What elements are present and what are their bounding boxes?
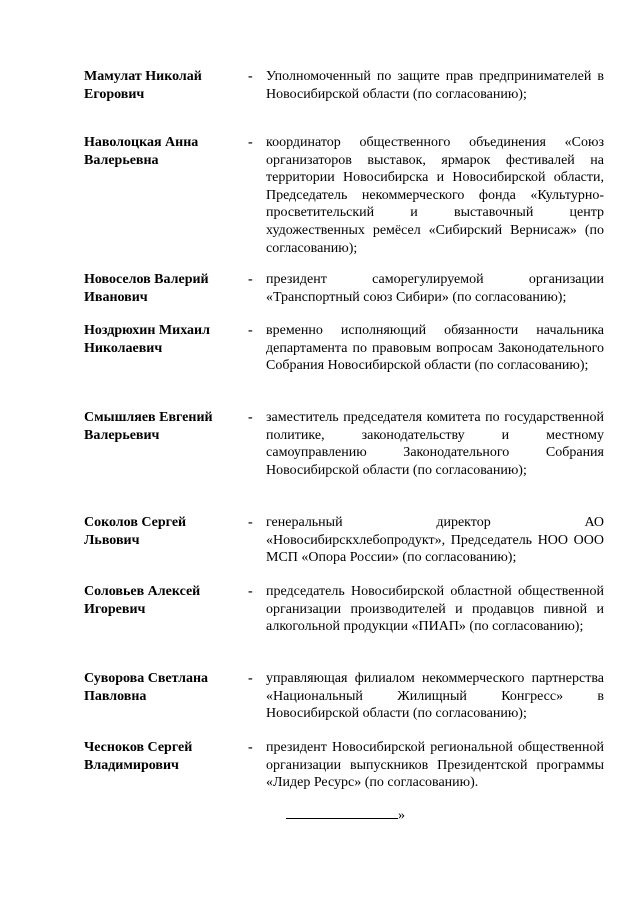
closing-line <box>286 806 405 825</box>
member-name: Соловьев Алексей Игоревич <box>84 584 201 617</box>
member-name: Наволоцкая Анна Валерьевна <box>84 135 199 168</box>
member-name: Смышляев Евгений Валерьевич <box>84 410 213 443</box>
underline-rule <box>286 806 398 819</box>
member-role: президент саморегулируемой организации «Транспортный союз Сибири» (по согласованию); <box>266 272 604 305</box>
separator-dash: - <box>248 671 253 686</box>
member-role: координатор общественного объединения «Союз организаторов выставок, ярмарок фестивалей на территории Новосибирска и Новосибирской области, Председатель некоммерческого фонда «Культурно-просветительский и выставочный центр художественных ремёсел «Сибирский Вернисаж» (по согласованию); <box>266 135 604 256</box>
separator-dash: - <box>248 410 253 425</box>
member-name: Соколов Сергей Львович <box>84 515 187 548</box>
member-name: Суворова Светлана Павловна <box>84 671 209 704</box>
separator-dash: - <box>248 69 253 84</box>
member-name: Новоселов Валерий Иванович <box>84 272 209 305</box>
member-role: генеральный директор АО «Новосибирскхлебопродукт», Председатель НОО ООО МСП «Опора России» (по согласованию); <box>266 515 604 566</box>
separator-dash: - <box>248 515 253 530</box>
member-role: временно исполняющий обязанности начальника департамента по правовым вопросам Законодательного Собрания Новосибирской области (по согласованию); <box>266 323 604 374</box>
separator-dash: - <box>248 323 253 338</box>
separator-dash: - <box>248 584 253 599</box>
separator-dash: - <box>248 135 253 150</box>
separator-dash: - <box>248 272 253 287</box>
closing-quote-mark: » <box>398 808 405 823</box>
member-role: управляющая филиалом некоммерческого партнерства «Национальный Жилищный Конгресс» в Новосибирской области (по согласованию); <box>266 671 604 722</box>
member-name: Мамулат Николай Егорович <box>84 69 202 102</box>
member-name: Ноздрюхин Михаил Николаевич <box>84 323 210 356</box>
member-name: Чесноков Сергей Владимирович <box>84 740 193 773</box>
member-role: заместитель председателя комитета по государственной политике, законодательству и местному самоуправлению Законодательного Собрания Новосибирской области (по согласованию); <box>266 410 604 478</box>
member-role: президент Новосибирской региональной общественной организации выпускников Президентской программы «Лидер Ресурс» (по согласованию). <box>266 740 604 791</box>
member-role: председатель Новосибирской областной общественной организации производителей и продавцов пивной и алкогольной продукции «ПИАП» (по согласованию); <box>266 584 604 635</box>
separator-dash: - <box>248 740 253 755</box>
member-role: Уполномоченный по защите прав предпринимателей в Новосибирской области (по согласованию); <box>266 69 604 102</box>
